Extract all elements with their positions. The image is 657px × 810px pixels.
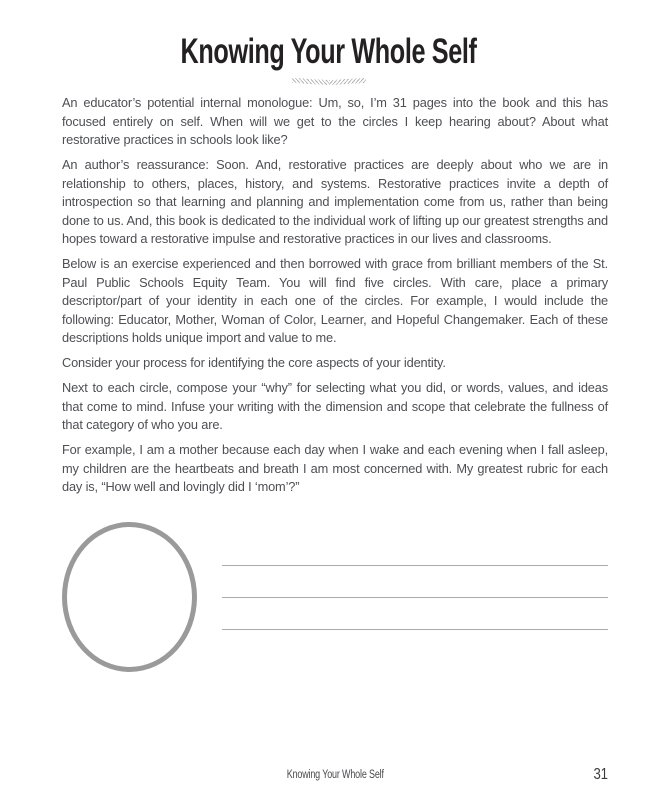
write-in-line xyxy=(222,565,608,566)
page-footer xyxy=(62,766,608,788)
body-paragraph: Consider your process for identifying the core aspects of your identity. xyxy=(62,355,446,370)
hatch-chevron-divider-icon xyxy=(291,76,367,86)
hatch-right-icon xyxy=(328,77,365,84)
running-title: Knowing Your Whole Self xyxy=(286,769,384,781)
body-copy xyxy=(62,94,608,503)
write-in-line xyxy=(222,629,608,630)
body-paragraph: An educator’s potential internal monologue: Um, so, I’m 31 pages into the book and this has focused entirely on self. When will we get to the circles I keep hearing about? About what restorative practices in schools look like? xyxy=(62,95,608,147)
body-paragraph: An author’s reassurance: Soon. And, restorative practices are deeply about who we are in relationship to others, places, history, and systems. Restorative practices invite a depth of introspection so that learning and planning and implementation come from us, rather than being done to us. And, this book is dedicated to the individual work of lifting up our greatest strengths and hopes toward a restorative impulse and restorative practices in our lives and classrooms. xyxy=(62,157,608,246)
body-paragraph: Below is an exercise experienced and then borrowed with grace from brilliant members of the St. Paul Public Schools Equity Team. You will find five circles. With care, place a primary descriptor/part of your identity in each one of the circles. For example, I would include the following: Educator, Mother, Woman of Color, Learner, and Hopeful Changemaker. Each of these descriptions holds unique import and value to me. xyxy=(62,256,608,345)
identity-worksheet xyxy=(62,522,608,674)
page-title: Knowing Your Whole Self xyxy=(180,32,477,71)
identity-circle xyxy=(62,522,197,672)
chapter-header xyxy=(0,34,657,86)
hatch-left-icon xyxy=(291,77,328,84)
body-paragraph: Next to each circle, compose your “why” for selecting what you did, or words, values, and ideas that come to mind. Infuse your writing with the dimension and scope that celebrate the fullness of that category of who you are. xyxy=(62,380,608,432)
write-in-line xyxy=(222,597,608,598)
page-number: 31 xyxy=(593,766,608,783)
body-paragraph: For example, I am a mother because each day when I wake and each evening when I fall asleep, my children are the heartbeats and breath I am most concerned with. My greatest rubric for each day is, “How well and lovingly did I ‘mom’?” xyxy=(62,442,608,494)
